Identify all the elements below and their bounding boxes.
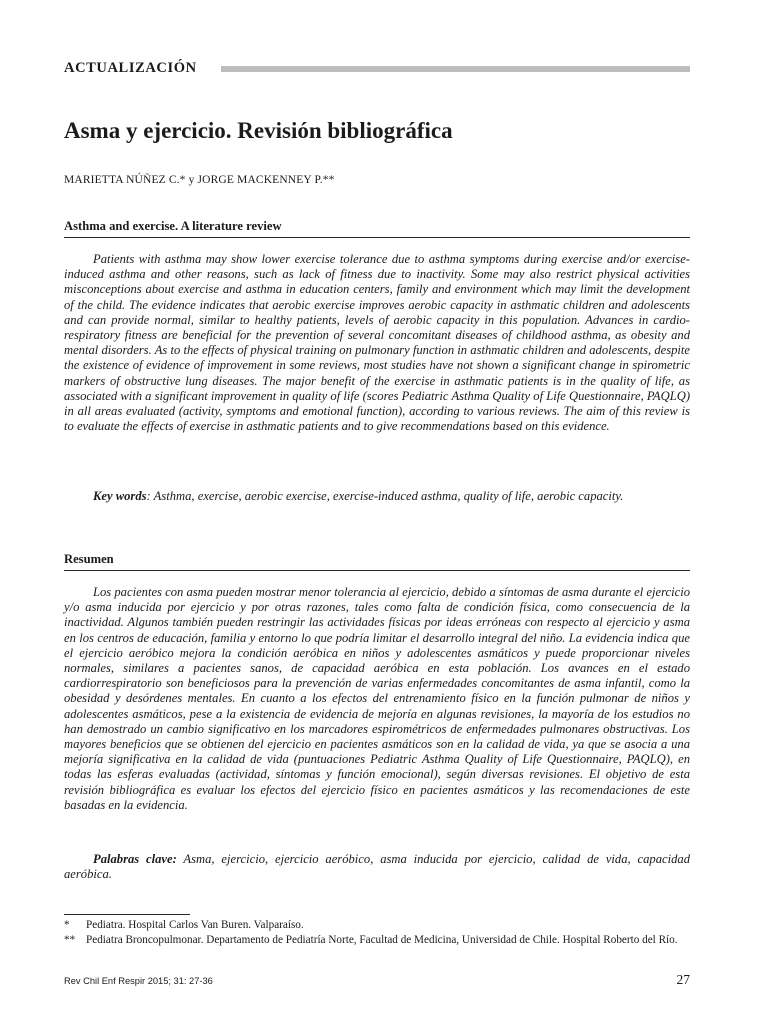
footnote-marker: ** xyxy=(64,934,76,946)
section-header xyxy=(64,58,690,78)
article-authors: MARIETTA NÚÑEZ C.* y JORGE MACKENNEY P.** xyxy=(64,174,335,186)
english-keywords xyxy=(64,489,690,504)
spanish-keywords xyxy=(64,852,690,882)
footnote-text: Pediatra. Hospital Carlos Van Buren. Valparaíso. xyxy=(86,919,304,931)
spanish-keywords-label: Palabras clave: xyxy=(93,852,177,866)
footnote-marker: * xyxy=(64,919,70,931)
footnote-rule xyxy=(64,914,190,915)
footnotes xyxy=(64,918,690,948)
english-keywords-text: : Asthma, exercise, aerobic exercise, exercise-induced asthma, quality of life, aerobic capacity. xyxy=(146,489,624,503)
english-abstract-heading: Asthma and exercise. A literature review xyxy=(64,219,690,238)
spanish-abstract: Los pacientes con asma pueden mostrar menor tolerancia al ejercicio, debido a síntomas de asma durante el ejercicio y/o asma inducida por ejercicio y por otras razones, tales como falta de condición física, como consecuencia de la inactividad. Algunos también pueden restringir las actividades físicas por ideas erróneas con respecto al ejercicio y asma en los centros de educación, familia y entorno lo que podría limitar el desarrollo integral del niño. La evidencia indica que el ejercicio aeróbico mejora la condición aeróbica en niños y adolescentes asmáticos y puede proporcionar niveles normales, similares a pacientes sanos, de capacidad aeróbica en esta población. Los avances en el estado cardiorrespiratorio son beneficiosos para la prevención de varias enfermedades concomitantes de asma infantil, como la obesidad y desórdenes mentales. En cuanto a los efectos del entrenamiento físico en la función pulmonar de niños y adolescentes asmáticos, pese a la existencia de evidencia de mejoría en algunas revisiones, la mayoría de los estudios no han demostrado un cambio significativo en los marcadores espirométricos de enfermedades pulmonares obstructivas. Los mayores beneficios que se obtienen del ejercicio en pacientes asmáticos son en la calidad de vida, ya que se asocia a una mejoría significativa en la calidad de vida (puntuaciones Pediatric Asthma Quality of Life Questionnaire, PAQLQ), en todas las esferas evaluadas (actividad, síntomas y función emocional), según diversas revisiones. El objetivo de esta revisión bibliográfica es evaluar los efectos del ejercicio físico en pacientes asmáticos y las recomendaciones de este basadas en la evidencia. xyxy=(64,585,690,812)
footnote-text: Pediatra Broncopulmonar. Departamento de Pediatría Norte, Facultad de Medicina, Universidad de Chile. Hospital Roberto del Río. xyxy=(86,934,678,946)
section-divider-bar xyxy=(221,66,690,72)
section-label: ACTUALIZACIÓN xyxy=(64,59,197,76)
footnote xyxy=(64,933,690,948)
article-title: Asma y ejercicio. Revisión bibliográfica xyxy=(64,118,453,143)
page-number: 27 xyxy=(676,972,690,987)
spanish-keywords-text: Asma, ejercicio, ejercicio aeróbico, asma inducida por ejercicio, calidad de vida, capacidad aeróbica. xyxy=(64,852,690,882)
journal-citation: Rev Chil Enf Respir 2015; 31: 27-36 xyxy=(64,976,213,986)
english-abstract: Patients with asthma may show lower exercise tolerance due to asthma symptoms during exercise and/or exercise-induced asthma and other reasons, such as lack of fitness due to inactivity. Some may also restrict physical activities misconceptions about exercise and asthma in education centers, family and environment which may limit the development of the child. The evidence indicates that aerobic exercise improves aerobic capacity in asthmatic children and adolescents and can provide normal, similar to healthy patients, levels of aerobic capacity in this population. Advances in cardio-respiratory fitness are beneficial for the prevention of several concomitant diseases of childhood asthma, as obesity and mental disorders. As to the effects of physical training on pulmonary function in asthmatic children and adolescents, despite the existence of evidence of improvement in some reviews, most studies have not shown a significant change in spirometric markers of obstructive lung diseases. The major benefit of the exercise in asthmatic patients is in the quality of life, as associated with a significant improvement in quality of life (scores Pediatric Asthma Quality of Life Questionnaire, PAQLQ) in all areas evaluated (activity, symptoms and emotional function), according to various reviews. The aim of this review is to evaluate the effects of exercise in asthmatic patients and to give recommendations based on this evidence. xyxy=(64,252,691,434)
english-keywords-label: Key words xyxy=(93,489,147,503)
spanish-abstract-heading: Resumen xyxy=(64,552,690,571)
footnote xyxy=(64,918,690,933)
